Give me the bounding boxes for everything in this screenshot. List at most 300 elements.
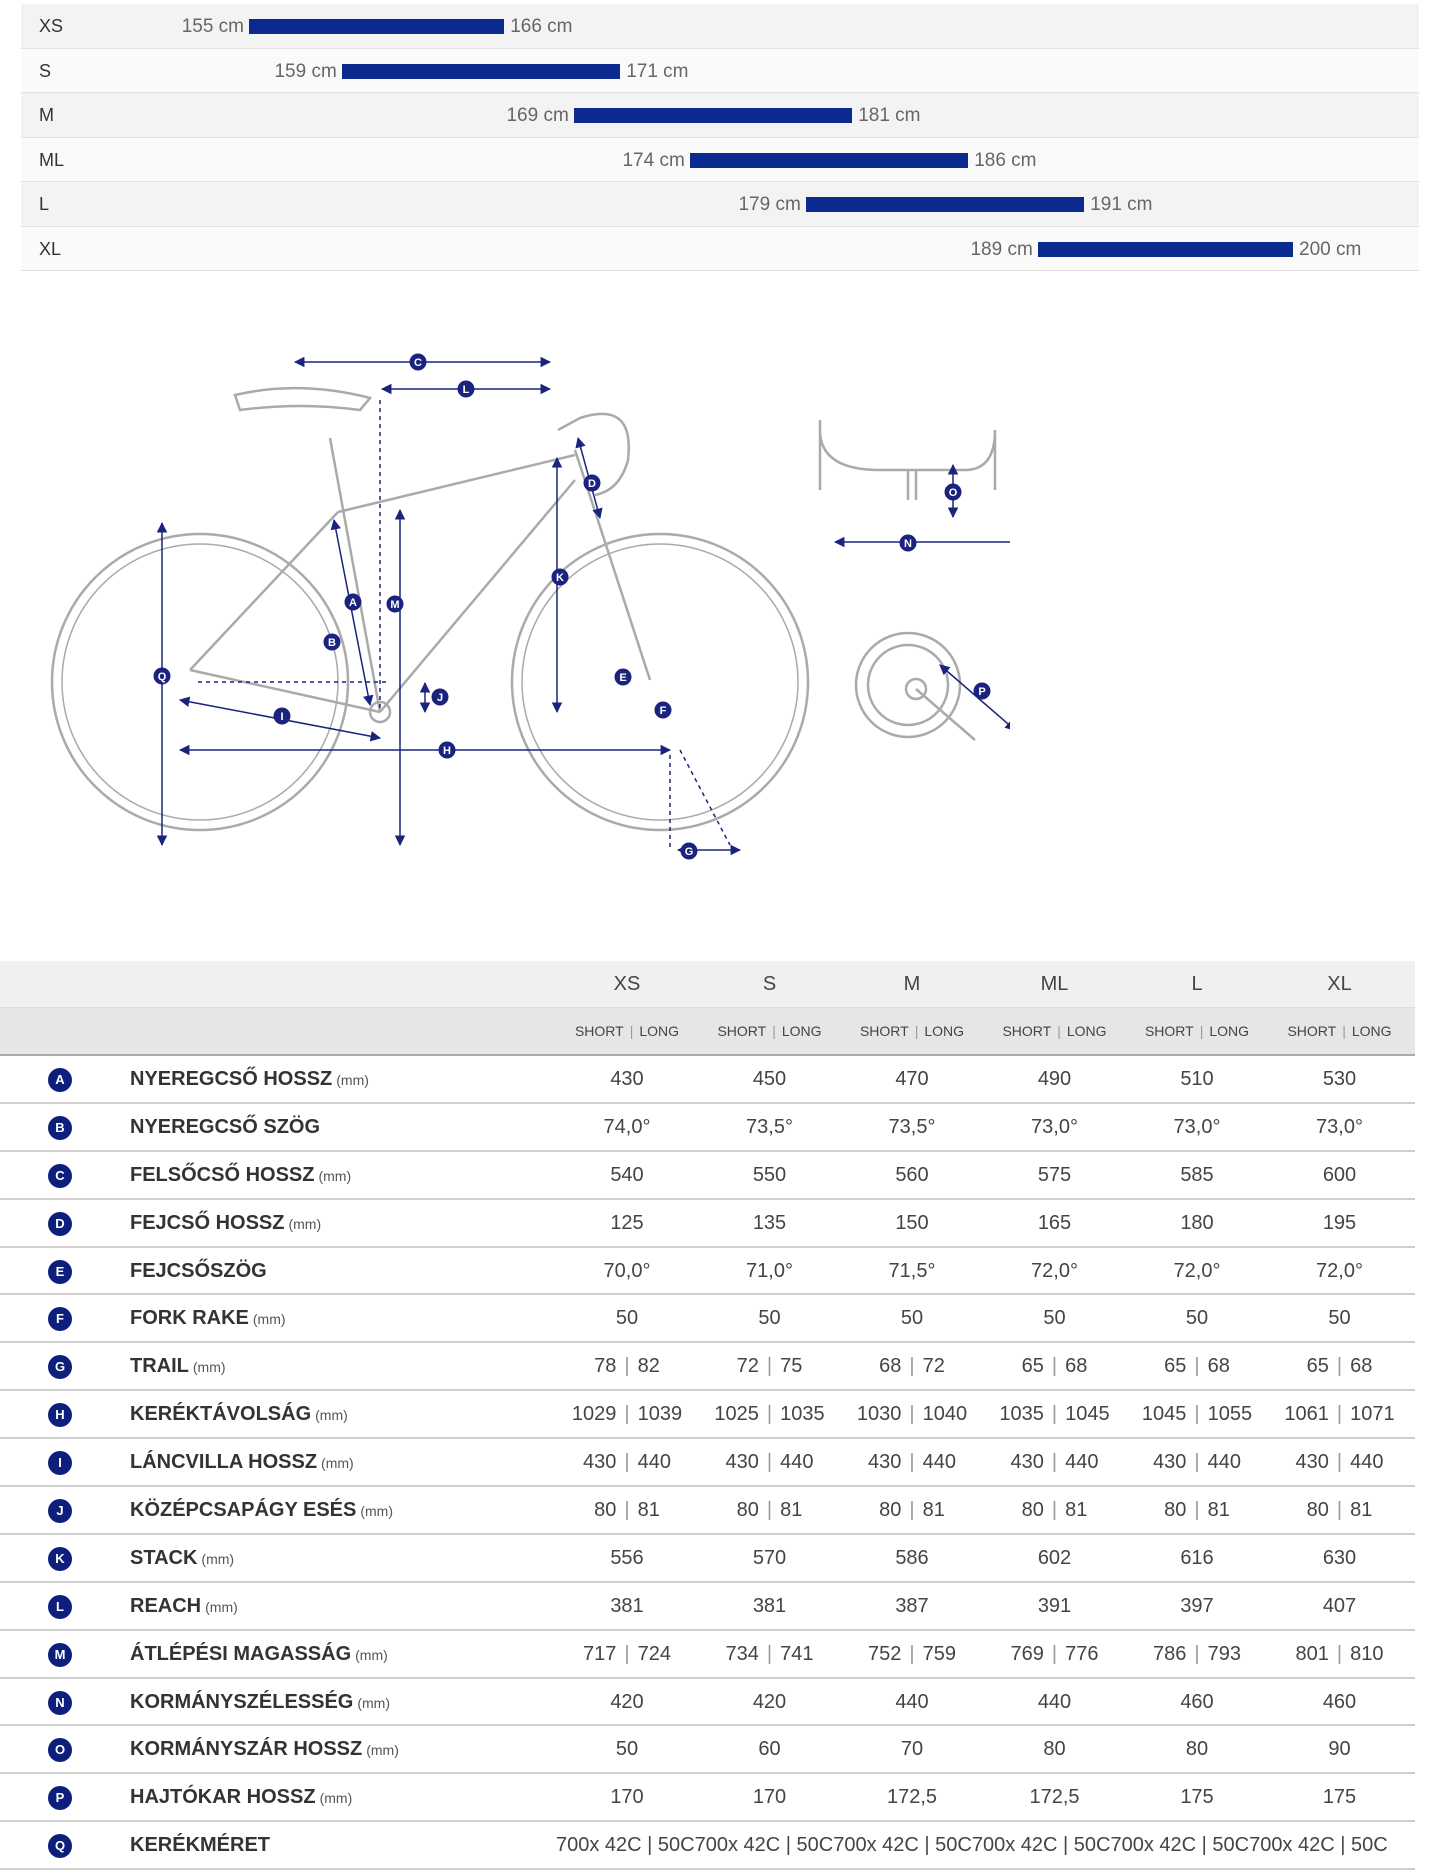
diagram-label-j: J	[436, 692, 444, 704]
short-value: 430	[868, 1451, 902, 1474]
separator: |	[766, 1499, 773, 1522]
table-cell: 73,5°	[888, 1115, 936, 1138]
separator: |	[1051, 1355, 1058, 1378]
size-row-s	[21, 49, 1419, 94]
row-letter-badge: A	[48, 1068, 72, 1092]
long-value: 440	[780, 1451, 814, 1474]
row-letter-badge: O	[48, 1738, 72, 1762]
table-row	[0, 1726, 1415, 1774]
table-cell: 510	[1180, 1068, 1214, 1090]
short-label: SHORT	[859, 1023, 909, 1039]
separator: |	[772, 1023, 776, 1039]
row-label: KORMÁNYSZÁR HOSSZ (mm)	[130, 1738, 399, 1761]
long-value: 81	[922, 1499, 945, 1522]
short-value: 430	[725, 1451, 759, 1474]
row-label: REACH (mm)	[130, 1594, 238, 1617]
separator: |	[766, 1403, 773, 1426]
table-cell: 460	[1322, 1690, 1357, 1713]
diagram-label-q: Q	[157, 671, 167, 683]
short-value: 430	[1153, 1451, 1187, 1474]
table-cell: 570	[752, 1546, 787, 1569]
size-row-xs	[21, 4, 1419, 49]
row-unit: (mm)	[288, 1215, 322, 1232]
table-cell: 575	[1037, 1163, 1072, 1186]
long-value: 759	[922, 1642, 956, 1665]
separator: |	[1342, 1023, 1346, 1039]
short-value: 1045	[1141, 1403, 1187, 1426]
table-cell: 50	[1328, 1307, 1351, 1330]
table-row	[0, 1774, 1415, 1822]
long-value: 81	[637, 1499, 660, 1522]
separator: |	[909, 1499, 915, 1522]
short-label: SHORT	[1144, 1023, 1194, 1039]
table-cell: 602	[1037, 1546, 1072, 1569]
table-row	[0, 1439, 1415, 1487]
table-cell	[841, 1643, 983, 1666]
size-min-height: 174 cm	[622, 149, 685, 171]
row-letter-badge: N	[48, 1691, 72, 1715]
short-value: 80	[1164, 1499, 1187, 1522]
table-cell: 440	[1037, 1690, 1072, 1713]
bike-outline	[52, 388, 808, 830]
size-row-m	[21, 93, 1419, 138]
separator: |	[624, 1451, 630, 1474]
table-cell: 585	[1180, 1163, 1214, 1186]
row-letter-badge: D	[48, 1212, 72, 1236]
short-value: 80	[879, 1499, 902, 1522]
table-cell: 600	[1322, 1163, 1357, 1186]
diagram-label-g: G	[684, 846, 694, 858]
table-cell: 430	[610, 1068, 644, 1090]
table-row	[0, 1487, 1415, 1535]
column-header-xl: XL	[1327, 973, 1352, 995]
table-cell: 550	[752, 1163, 787, 1186]
table-cell	[1126, 1403, 1268, 1426]
diagram-label-d: D	[588, 478, 596, 490]
table-cell: 73,5°	[746, 1115, 793, 1138]
size-row-xl	[21, 227, 1419, 272]
size-label: ML	[39, 149, 65, 170]
separator: |	[909, 1403, 915, 1426]
table-cell: 490	[1037, 1068, 1072, 1090]
long-value: 1055	[1207, 1403, 1253, 1426]
table-row	[0, 1535, 1415, 1583]
long-value: 440	[637, 1451, 671, 1474]
separator: |	[1336, 1403, 1343, 1426]
table-cell: 560	[895, 1163, 929, 1186]
long-value: 724	[637, 1642, 671, 1665]
row-letter-badge: C	[48, 1164, 72, 1188]
table-cell: 387	[895, 1594, 929, 1617]
long-value: 741	[780, 1642, 814, 1665]
long-label: LONG	[1209, 1023, 1250, 1039]
table-cell: 50	[615, 1307, 639, 1330]
size-range-bar	[1038, 242, 1293, 257]
size-min-height: 179 cm	[738, 194, 801, 215]
table-cell	[1269, 1643, 1411, 1666]
diagram-label-markers	[154, 354, 991, 860]
column-header-ml: ML	[1040, 973, 1069, 995]
table-cell: 172,5	[886, 1786, 938, 1809]
geometry-table	[0, 961, 1415, 1870]
size-min-height: 189 cm	[970, 238, 1033, 260]
long-value: 72	[922, 1355, 945, 1378]
row-label: NYEREGCSŐ HOSSZ (mm)	[130, 1068, 369, 1090]
diagram-label-f: F	[659, 705, 667, 717]
diagram-label-l: L	[462, 384, 470, 396]
row-letter-badge: L	[48, 1595, 72, 1619]
column-header-m: M	[903, 973, 921, 995]
size-max-height: 186 cm	[974, 149, 1037, 171]
table-cell	[1126, 1355, 1268, 1378]
row-unit: (mm)	[201, 1550, 235, 1567]
separator: |	[624, 1403, 630, 1426]
table-cell	[841, 1499, 983, 1522]
long-label: LONG	[924, 1023, 965, 1039]
handlebar-front-view	[820, 420, 995, 500]
separator: |	[1194, 1403, 1200, 1426]
table-cell	[699, 1403, 841, 1426]
table-cell	[556, 1499, 698, 1522]
table-row	[0, 1679, 1415, 1727]
table-cell: 72,0°	[1031, 1259, 1078, 1282]
diagram-label-p: P	[978, 686, 986, 698]
row-label: KERÉKTÁVOLSÁG (mm)	[130, 1403, 348, 1426]
separator: |	[629, 1023, 634, 1039]
table-cell	[984, 1403, 1126, 1426]
column-header-l: L	[1191, 973, 1203, 995]
short-label: SHORT	[1287, 1023, 1337, 1039]
table-cell: 420	[610, 1690, 644, 1713]
size-row-l	[21, 182, 1419, 227]
short-value: 1029	[571, 1403, 617, 1426]
row-unit: (mm)	[336, 1072, 369, 1088]
short-value: 752	[868, 1642, 902, 1665]
size-max-height: 200 cm	[1299, 238, 1362, 260]
table-cell: 70	[900, 1738, 924, 1761]
table-cell	[556, 1403, 698, 1426]
row-unit: (mm)	[321, 1455, 354, 1472]
row-label: FEJCSŐSZÖG	[130, 1259, 267, 1282]
row-unit: (mm)	[315, 1407, 348, 1424]
long-value: 1040	[922, 1403, 968, 1426]
row-letter-badge: B	[48, 1116, 72, 1140]
table-cell: 180	[1180, 1211, 1214, 1234]
table-cell: 72,0°	[1316, 1259, 1363, 1282]
size-max-height: 191 cm	[1090, 194, 1153, 215]
table-cell	[1269, 1451, 1411, 1474]
table-cell: 60	[758, 1738, 781, 1761]
short-value: 80	[594, 1499, 617, 1522]
table-cell: 540	[610, 1163, 644, 1186]
table-row	[0, 1104, 1415, 1152]
table-cell: 616	[1180, 1546, 1214, 1569]
table-cell	[556, 1355, 698, 1378]
short-value: 786	[1153, 1642, 1187, 1665]
row-letter-badge: I	[48, 1451, 72, 1475]
long-value: 82	[637, 1355, 660, 1378]
row-letter-badge: H	[48, 1403, 72, 1427]
diagram-label-i: I	[280, 711, 284, 723]
table-cell: 150	[895, 1211, 929, 1234]
table-cell: 450	[752, 1068, 787, 1090]
short-value: 68	[879, 1355, 902, 1378]
size-range-bar	[806, 197, 1084, 212]
table-cell: 80	[1043, 1738, 1066, 1761]
table-cell: 73,0°	[1031, 1115, 1078, 1138]
short-value: 78	[594, 1355, 617, 1378]
diagram-label-k: K	[556, 572, 564, 584]
row-letter-badge: K	[48, 1547, 72, 1571]
short-value: 717	[583, 1642, 617, 1665]
table-row	[0, 1056, 1415, 1104]
size-label: S	[39, 60, 52, 81]
table-cell: 460	[1180, 1690, 1214, 1713]
table-row	[0, 1248, 1415, 1296]
separator: |	[1199, 1023, 1204, 1039]
diagram-label-e: E	[619, 672, 627, 684]
short-value: 1030	[856, 1403, 902, 1426]
short-long-header	[984, 1023, 1126, 1039]
table-cell: 470	[895, 1068, 929, 1090]
separator: |	[766, 1355, 773, 1378]
short-label: SHORT	[717, 1023, 767, 1039]
separator: |	[624, 1499, 630, 1522]
separator: |	[624, 1642, 630, 1665]
long-value: 440	[922, 1451, 956, 1474]
row-label: FELSŐCSŐ HOSSZ (mm)	[130, 1163, 352, 1186]
table-cell	[984, 1643, 1126, 1666]
short-value: 769	[1010, 1642, 1044, 1665]
separator: |	[909, 1355, 915, 1378]
table-cell	[1269, 1403, 1411, 1426]
long-value: 81	[1350, 1499, 1373, 1522]
table-row	[0, 1583, 1415, 1631]
size-range-bar	[249, 19, 504, 34]
table-cell	[699, 1499, 841, 1522]
table-row	[0, 1343, 1415, 1391]
table-cell: 165	[1037, 1211, 1072, 1234]
long-label: LONG	[1066, 1023, 1107, 1039]
long-label: LONG	[781, 1023, 822, 1039]
short-value: 1035	[999, 1403, 1044, 1426]
table-cell: 50	[1043, 1307, 1066, 1330]
bike-geometry-diagram	[20, 340, 1010, 860]
table-header-short-long	[0, 1008, 1415, 1056]
long-value: 1071	[1350, 1403, 1395, 1426]
table-cell: 530	[1322, 1068, 1357, 1090]
long-value: 68	[1207, 1355, 1230, 1378]
column-header-xs: XS	[613, 973, 641, 995]
diagram-label-n: N	[904, 538, 912, 550]
table-cell	[699, 1355, 841, 1378]
diagram-label-o: O	[948, 487, 958, 499]
long-value: 81	[1065, 1499, 1088, 1522]
table-cell: 50	[758, 1307, 781, 1330]
short-value: 430	[1295, 1451, 1329, 1474]
table-cell: 175	[1180, 1786, 1214, 1809]
table-cell: 90	[1328, 1738, 1351, 1761]
table-cell: 70,0°	[603, 1259, 651, 1282]
short-value: 80	[736, 1499, 759, 1522]
long-value: 1035	[780, 1403, 825, 1426]
size-max-height: 171 cm	[626, 60, 689, 82]
row-unit: (mm)	[318, 1167, 352, 1184]
long-value: 68	[1350, 1355, 1373, 1378]
separator: |	[1336, 1499, 1343, 1522]
long-value: 68	[1065, 1355, 1088, 1378]
short-long-header	[699, 1023, 841, 1039]
table-cell	[556, 1451, 698, 1474]
diagram-label-c: C	[414, 357, 422, 369]
table-cell	[1126, 1499, 1268, 1522]
row-letter-badge: E	[48, 1260, 72, 1284]
separator: |	[1336, 1355, 1343, 1378]
table-cell	[984, 1499, 1126, 1522]
separator: |	[1194, 1451, 1200, 1474]
long-value: 81	[780, 1499, 803, 1522]
row-label: STACK (mm)	[130, 1546, 235, 1569]
table-cell	[1126, 1451, 1268, 1474]
table-cell: 556	[610, 1546, 644, 1569]
separator: |	[909, 1451, 915, 1474]
separator: |	[1051, 1451, 1058, 1474]
column-header-s: S	[762, 973, 777, 995]
table-cell: 195	[1322, 1211, 1357, 1234]
table-row	[0, 1391, 1415, 1439]
short-long-header	[1269, 1023, 1411, 1039]
table-cell	[699, 1643, 841, 1666]
short-value: 65	[1021, 1355, 1044, 1378]
table-row	[0, 1200, 1415, 1248]
long-value: 1039	[637, 1403, 683, 1426]
table-cell: 397	[1180, 1594, 1214, 1617]
size-label: XS	[39, 16, 64, 36]
diagram-label-b: B	[328, 637, 336, 649]
row-label: HAJTÓKAR HOSSZ (mm)	[130, 1786, 353, 1809]
table-cell	[984, 1451, 1126, 1474]
table-cell: 420	[752, 1690, 787, 1713]
row-letter-badge: F	[48, 1307, 72, 1331]
table-cell: 50	[900, 1307, 924, 1330]
long-value: 440	[1350, 1451, 1384, 1474]
short-label: SHORT	[574, 1023, 624, 1039]
diagram-label-a: A	[349, 597, 357, 609]
table-cell	[699, 1451, 841, 1474]
short-value: 1061	[1284, 1403, 1329, 1426]
separator: |	[1336, 1642, 1343, 1665]
table-cell: 407	[1322, 1594, 1357, 1617]
long-value: 810	[1350, 1642, 1384, 1665]
size-max-height: 181 cm	[858, 105, 921, 126]
table-cell: 630	[1322, 1546, 1357, 1569]
table-cell: 170	[610, 1786, 644, 1809]
long-value: 793	[1207, 1642, 1241, 1665]
rider-height-size-chart	[21, 4, 1419, 271]
row-letter-badge: M	[48, 1643, 72, 1667]
table-cell: 586	[895, 1546, 929, 1569]
row-letter-badge: P	[48, 1786, 72, 1810]
row-label: KERÉKMÉRET	[130, 1834, 271, 1857]
table-cell	[841, 1403, 983, 1426]
table-cell: 71,5°	[888, 1259, 936, 1282]
table-cell	[1269, 1355, 1411, 1378]
table-cell: 175	[1322, 1786, 1357, 1809]
short-long-header	[1126, 1023, 1268, 1039]
row-unit: (mm)	[205, 1598, 238, 1615]
row-unit: (mm)	[366, 1742, 399, 1759]
short-value: 801	[1295, 1642, 1329, 1665]
size-min-height: 159 cm	[274, 60, 337, 82]
short-label: SHORT	[1002, 1023, 1052, 1039]
short-value: 80	[1306, 1499, 1329, 1522]
long-value: 440	[1207, 1451, 1241, 1474]
table-cell: 381	[752, 1594, 787, 1617]
table-cell: 50	[615, 1738, 639, 1761]
table-cell: 74,0°	[603, 1115, 651, 1138]
short-long-header	[841, 1023, 983, 1039]
short-long-header	[556, 1023, 698, 1039]
table-cell: 72,0°	[1173, 1259, 1221, 1282]
diagram-label-m: M	[390, 599, 400, 611]
size-max-height: 166 cm	[510, 16, 573, 37]
long-value: 81	[1207, 1499, 1230, 1522]
size-range-bar	[574, 108, 852, 123]
size-range-bar	[690, 153, 968, 168]
row-label: LÁNCVILLA HOSSZ (mm)	[130, 1451, 354, 1474]
size-min-height: 169 cm	[506, 105, 569, 126]
table-cell: 50	[1185, 1307, 1209, 1330]
row-unit: (mm)	[192, 1359, 226, 1376]
table-cell: 440	[895, 1690, 929, 1713]
short-value: 1025	[714, 1403, 759, 1426]
row-unit: (mm)	[252, 1311, 286, 1328]
table-cell	[1269, 1499, 1411, 1522]
size-min-height: 155 cm	[181, 16, 244, 37]
size-row-ml	[21, 138, 1419, 183]
long-value: 1045	[1065, 1403, 1110, 1426]
size-label: L	[39, 194, 50, 214]
row-label: NYEREGCSŐ SZÖG	[130, 1115, 321, 1138]
row-label: ÁTLÉPÉSI MAGASSÁG (mm)	[130, 1642, 388, 1665]
separator: |	[1051, 1403, 1058, 1426]
row-letter-badge: Q	[48, 1834, 72, 1858]
separator: |	[624, 1355, 630, 1378]
long-label: LONG	[639, 1023, 680, 1039]
long-value: 75	[780, 1355, 803, 1378]
size-range-bar	[342, 64, 620, 79]
table-cell: 170	[752, 1786, 787, 1809]
table-cell: 172,5	[1029, 1786, 1080, 1809]
separator: |	[1057, 1023, 1061, 1039]
row-label: TRAIL (mm)	[130, 1355, 226, 1378]
size-label: M	[39, 105, 54, 125]
size-label: XL	[39, 238, 62, 259]
row-letter-badge: G	[48, 1355, 72, 1379]
long-value: 776	[1065, 1642, 1099, 1665]
table-cell: 73,0°	[1316, 1115, 1363, 1138]
table-header-sizes	[0, 961, 1415, 1008]
separator: |	[1051, 1642, 1058, 1665]
table-cell: 135	[752, 1211, 787, 1234]
table-cell	[841, 1355, 983, 1378]
long-value: 440	[1065, 1451, 1099, 1474]
table-body	[0, 1056, 1415, 1870]
row-label: KORMÁNYSZÉLESSÉG (mm)	[130, 1690, 391, 1713]
short-value: 80	[1021, 1499, 1044, 1522]
row-unit: (mm)	[360, 1503, 394, 1520]
table-cell: 80	[1185, 1738, 1209, 1761]
